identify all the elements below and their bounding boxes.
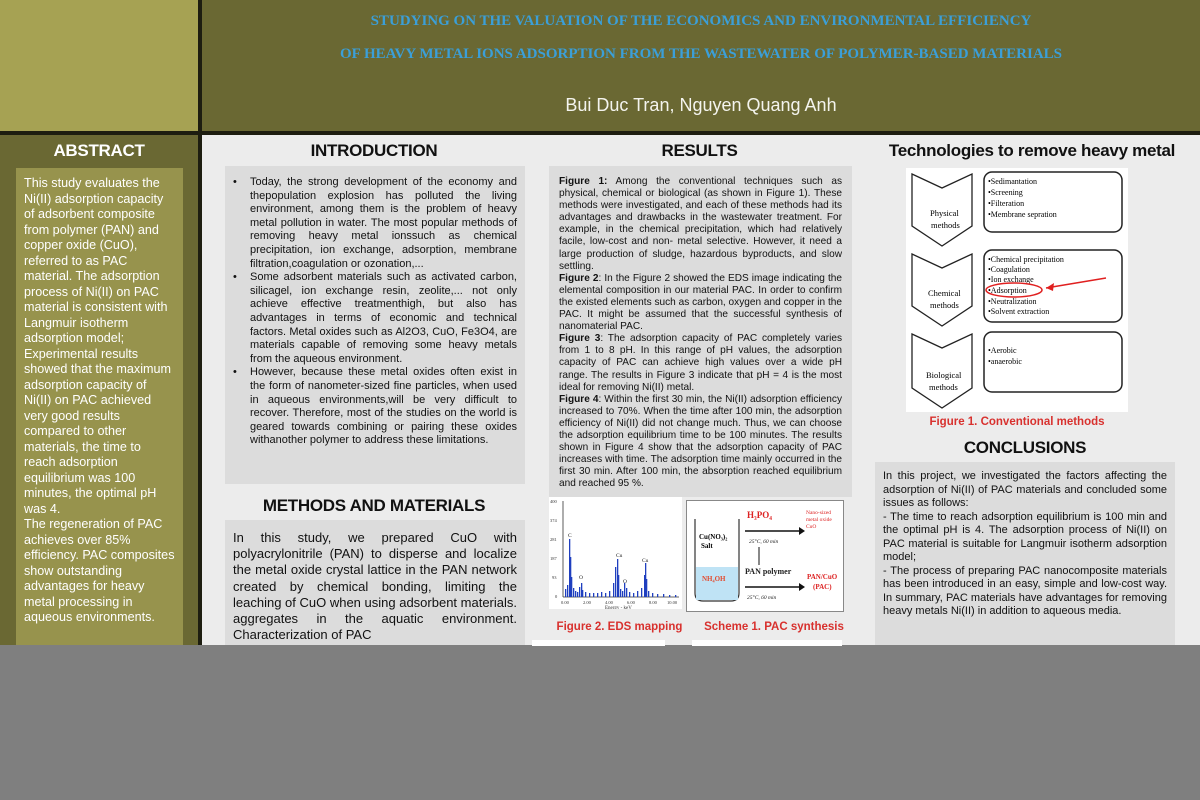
y-tick-label: 93 [552, 575, 557, 580]
results-text: : The adsorption capacity of PAC completely varies from 1 to 8 pH. In this range of pH values, the adsorption capacity of PAC can achieve high values over a wide pH range. The results in Figure 3 indicate that pH = 4 is the most ideal for removing Ni(II) metal. [559, 333, 843, 393]
list-item [233, 366, 517, 448]
eds-spectrum-svg [549, 497, 682, 609]
introduction-item-text: Some adsorbent materials such as activated carbon, silicagel, ion exchange resin, zeolite,... not only achieve effective treatmenthigh, but also has advantages in terms of economic and technical factors. Metal oxides such as Al2O3, CuO, Fe3O4, are materials capable of removing some heavy metals from the aqueous environment. [250, 271, 517, 365]
eds-peak [637, 591, 638, 597]
arrow-head [799, 527, 805, 535]
physical-label-2: methods [931, 220, 960, 230]
pac-synthesis-scheme [686, 500, 844, 612]
peak-labels [568, 533, 649, 585]
abstract-heading: ABSTRACT [53, 141, 145, 160]
eds-peak [571, 577, 572, 597]
eds-spectrum-figure [549, 497, 682, 609]
x-tick-label: 6.00 [627, 600, 635, 605]
eds-peak [641, 588, 642, 597]
results-text: Among the conventional techniques such as physical, chemical or biological (as shown in Figure 1). These methods were investigated, and each of these methods had its advantages and drawbacks in the wastewater treatment. For example, in the chemical precipitation, which had relatively facile, low-cost and non- metal selective. However, it need a large production of sludge, hazardous byproducts, and slow settling. [559, 176, 843, 272]
physical-label: Physical [930, 208, 959, 218]
y-tick-label: 187 [550, 556, 557, 561]
x-tick-label: 4.00 [605, 600, 613, 605]
eds-peak [675, 595, 676, 597]
biological-label: Biological [926, 370, 962, 380]
y-tick-label: 374 [550, 518, 557, 523]
title-banner [202, 0, 1200, 131]
method-item: •Neutralization [988, 297, 1037, 306]
methods-heading: METHODS AND MATERIALS [262, 496, 486, 515]
eds-peak [626, 588, 627, 597]
poster-title-line-1: STUDYING ON THE VALUATION OF THE ECONOMICS AND ENVIRONMENTAL EFFICIENCY [370, 13, 1032, 29]
methods-box [225, 520, 525, 645]
results-heading: RESULTS [661, 141, 738, 160]
scheme-svg [687, 501, 843, 611]
method-item: •anaerobic [988, 357, 1022, 366]
eds-peak [609, 591, 610, 597]
eds-peak [589, 593, 590, 597]
introduction-list [233, 176, 517, 448]
introduction-box [225, 166, 525, 484]
salt-label: Cu(NO₃)₂ [699, 533, 728, 541]
product-label: (PAC) [813, 583, 832, 591]
results-paragraph-3 [559, 333, 842, 393]
results-paragraph-2 [559, 273, 842, 333]
technologies-heading: Technologies to remove heavy metal [888, 141, 1176, 160]
conclusions-text: In this project, we investigated the factors affecting the adsorption of Ni(II) of PAC materials and concluded some issues as follows: [883, 470, 1167, 509]
eds-peak [565, 589, 566, 597]
product-label: metal oxide [806, 517, 832, 523]
conclusions-point-1: - The time to reach adsorption equilibrium is 100 min and the optimal pH is 4. The adsorption process of Ni(II) on PAC material is suitable for Langmuir isotherm adsorption model; [883, 510, 1167, 563]
method-item-highlighted: •Adsorption [988, 286, 1027, 295]
y-tick-label: 400 [550, 499, 557, 504]
method-item: •Chemical precipitation [988, 255, 1064, 264]
scheme-1-caption: Scheme 1. PAC synthesis [704, 621, 844, 633]
salt-label-2: Salt [701, 542, 713, 550]
conclusions-box [875, 462, 1175, 645]
eds-peak [618, 575, 619, 597]
eds-peak [663, 594, 664, 597]
peak-label-o: O [579, 575, 583, 581]
product-label: CuO [806, 524, 817, 530]
eds-peak [601, 592, 602, 597]
eds-peak [622, 591, 623, 597]
introduction-item-text: However, because these metal oxides often exist in the form of nanometer-sized fine particles, when used in aqueous environments,will be very difficult to recover. Therefore, most of the studies on the world is geared towards combining or pairing these oxides withanother polymer to address these limitations. [250, 366, 517, 447]
methods-text: In this study, we prepared CuO with polyacrylonitrile (PAN) to disperse and localize the metal oxide crystal lattice in the PAN network created by chemical bonding, limiting the leaching of CuO when using adsorbent materials. aggregates in the aquatic environment. Characterization of PAC [233, 530, 517, 643]
abstract-text: This study evaluates the Ni(II) adsorption capacity of adsorbent composite from polymer (PAN) and copper oxide (CuO), referred to as PAC material. The adsorption process of Ni(II) on PAC material is consistent with Langmuir isotherm adsorption model; Experimental results showed that the maximum adsorption capacity of Ni(II) on PAC achieved very good results compared to other materials, the time to reach adsorption equilibrium was 100 minutes, the optimal pH was 4. [24, 176, 171, 516]
eds-peak [605, 593, 606, 597]
x-tick-label: 2.00 [583, 600, 591, 605]
abstract-box [16, 168, 183, 645]
figure-label: Figure 2 [559, 272, 599, 284]
method-item: •Solvent extraction [988, 307, 1050, 316]
list-item [233, 271, 517, 366]
peak-label-o: O [623, 579, 627, 585]
figure-2-caption: Figure 2. EDS mapping [556, 621, 683, 633]
results-paragraph-1 [559, 176, 842, 273]
method-item: •Filteration [988, 199, 1025, 208]
y-tick-label: 281 [550, 537, 557, 542]
logo-block [0, 0, 198, 131]
eds-peak [657, 594, 658, 597]
list-item [233, 176, 517, 271]
figure-label: Figure 1: [559, 176, 608, 187]
eds-peak [593, 593, 594, 597]
x-tick-labels [561, 600, 678, 605]
methods-diagram-svg [906, 168, 1128, 412]
x-tick-label: 0.00 [561, 600, 569, 605]
eds-peak [577, 592, 578, 597]
eds-peak [629, 592, 630, 597]
eds-peak [613, 583, 614, 597]
reagent-label: H₃PO₄ [747, 510, 772, 520]
bullet: • [233, 271, 237, 284]
peak-label-cu: Cu [642, 558, 649, 564]
eds-peak [567, 585, 568, 597]
method-item: •Sedimantation [988, 177, 1038, 186]
figure-peek [692, 640, 842, 646]
eds-peak [669, 595, 670, 597]
polymer-label: PAN polymer [745, 567, 792, 576]
product-label: PAN/CuO [807, 573, 838, 581]
header-vertical-divider [198, 0, 202, 135]
figure-label: Figure 4 [559, 393, 599, 405]
figure-label: Figure 3 [559, 333, 601, 345]
x-axis-label: Energy - keV [605, 606, 632, 609]
product-label: Nano-sized [806, 510, 832, 516]
eds-peak [597, 593, 598, 597]
method-item: •Membrane sepration [988, 210, 1057, 219]
eds-peaks [565, 539, 676, 597]
eds-peak [579, 587, 580, 597]
method-item: •Screening [988, 188, 1023, 197]
conventional-methods-diagram [906, 168, 1128, 412]
introduction-item-text: Today, the strong development of the economy and thepopulation explosion has polluted the living environment, among them is the problem of heavy metal pollution in water. The most popular methods of removing heavy metal ionssuch as chemical precipitation, ion exchange, adsorption, membrane filtration,coagulation or ozonation,... [250, 176, 517, 270]
eds-peak [620, 589, 621, 597]
base-label: NH₄OH [702, 575, 726, 583]
x-tick-label: 10.00 [667, 600, 678, 605]
abstract-text-2: The regeneration of PAC achieves over 85% efficiency. PAC composites show outstanding advantages for heavy metal processing in aqueous environments. [24, 517, 175, 624]
bullet: • [233, 176, 237, 188]
results-text: : Within the first 30 min, the Ni(II) adsorption efficiency increased to 70%. When the time after 100 min, the adsorption efficiency of Ni(II) did not change much. Thus, we can choose the adsorption equilibrium time to be 100 minutes. The results shown in Figure 4 show that the adsorption capacity of PAC increases with time. The adsorption time mainly occurred in the first 30 min. After 100 min, the absorption reached equilibrium and reached 95 %. [559, 393, 842, 490]
y-tick-label: 0 [555, 594, 558, 599]
eds-peak [573, 588, 574, 597]
introduction-heading: INTRODUCTION [310, 141, 438, 160]
results-text: : In the Figure 2 showed the EDS image indicating the elemental composition in our material PAC. In order to confirm the existed elements such as carbon, oxygen and copper in the PAC. It might be assumed that the successful synthesis of nanomaterial PAC. [559, 272, 842, 333]
conclusions-point-2: - The process of preparing PAC nanocomposite materials has been introduced in an easy, simple and low-cost way. In summary, PAC materials have advantages for removing heavy metals Ni(II) in addition to aqueous media. [883, 564, 1167, 617]
results-paragraph-4 [559, 394, 842, 491]
eds-peak [633, 593, 634, 597]
authors: Bui Duc Tran, Nguyen Quang Anh [565, 95, 837, 115]
biological-label-2: methods [929, 382, 958, 392]
method-item: •Ion exchange [988, 275, 1034, 284]
condition-label: 25°C, 60 min [749, 539, 779, 545]
arrow-head [799, 583, 805, 591]
method-item: •Coagulation [988, 265, 1030, 274]
results-box [549, 166, 852, 497]
peak-label-cu: Cu [616, 553, 623, 559]
x-tick-label: 8.00 [649, 600, 657, 605]
bullet: • [233, 366, 237, 379]
poster-title-line-2: OF HEAVY METAL IONS ADSORPTION FROM THE WASTEWATER OF POLYMER-BASED MATERIALS [339, 46, 1063, 62]
y-tick-labels [550, 499, 558, 599]
beaker-liquid [696, 567, 738, 600]
figure-peek [532, 640, 665, 646]
main-content [202, 135, 1200, 645]
figure-1-caption: Figure 1. Conventional methods [929, 416, 1105, 428]
eds-peak [652, 593, 653, 597]
eds-peak [624, 583, 625, 597]
conclusions-heading: CONCLUSIONS [963, 438, 1087, 457]
eds-peak [585, 592, 586, 597]
eds-peak [648, 591, 649, 597]
eds-peak [615, 567, 616, 597]
eds-peak [575, 591, 576, 597]
chemical-label-2: methods [930, 300, 959, 310]
condition-label: 25°C, 60 min [747, 595, 777, 601]
abstract-panel [0, 135, 200, 645]
eds-peak [582, 590, 583, 597]
peak-label-c: C [568, 533, 572, 539]
method-item: •Aerobic [988, 346, 1017, 355]
chemical-label: Chemical [928, 288, 961, 298]
eds-peak [646, 579, 647, 597]
